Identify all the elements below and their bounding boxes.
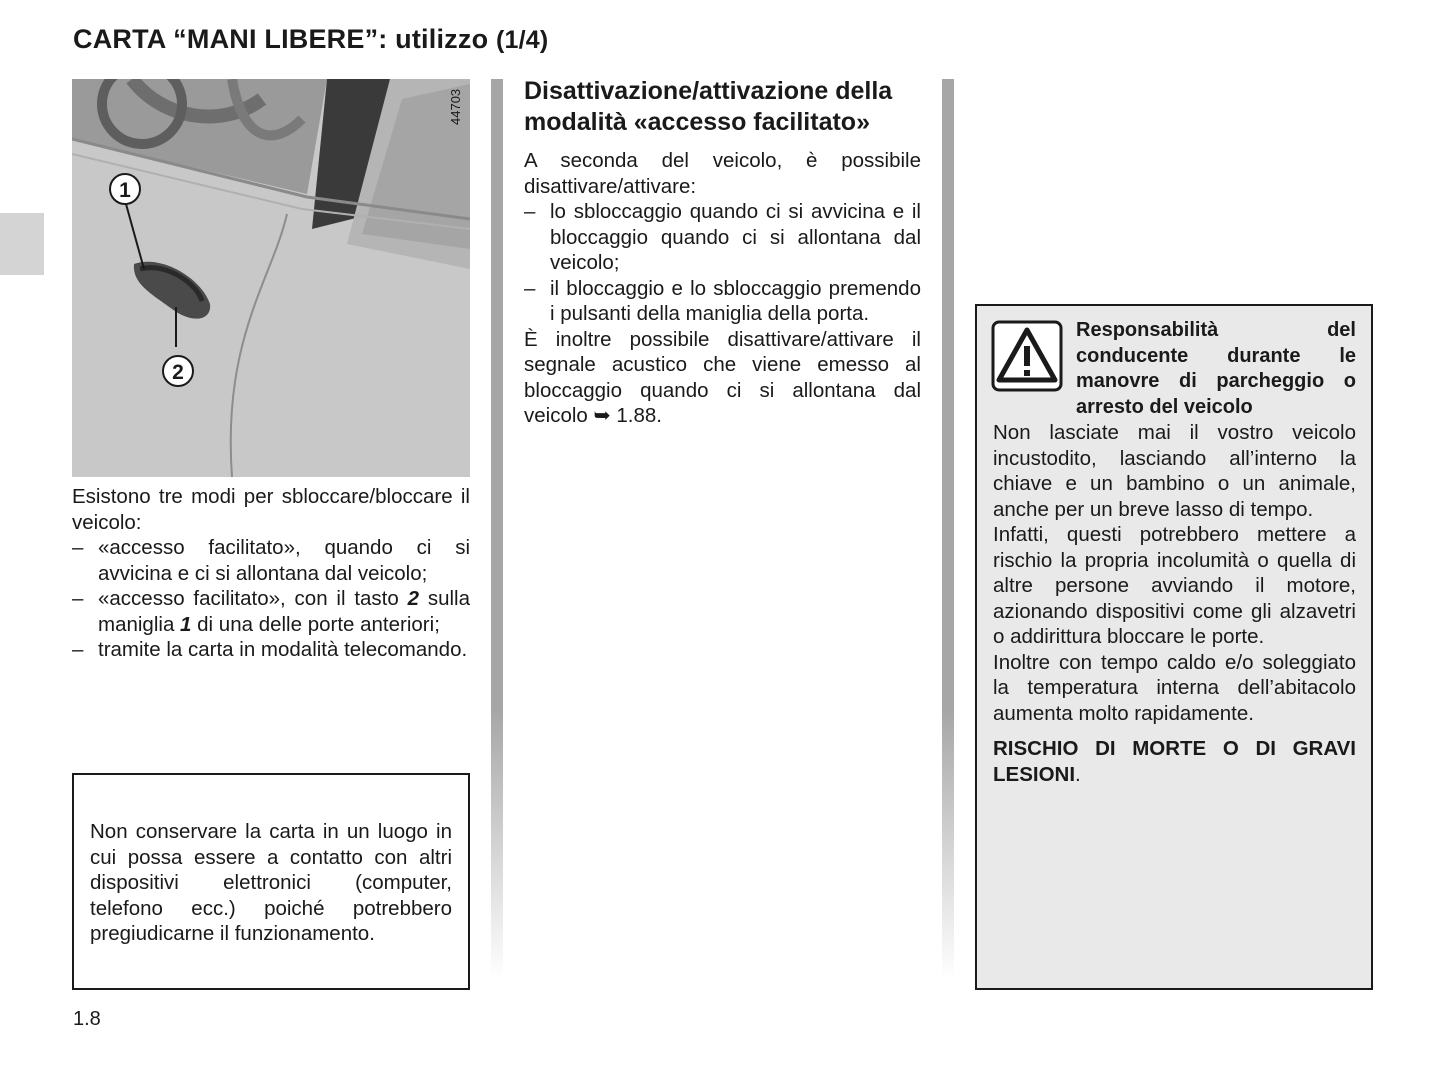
warning-box bbox=[975, 304, 1373, 990]
left-column bbox=[72, 484, 470, 663]
note-box bbox=[72, 773, 470, 990]
page-title bbox=[73, 24, 548, 55]
list-item bbox=[72, 586, 470, 637]
image-code: 44703 bbox=[448, 88, 463, 125]
unlock-methods-list bbox=[72, 535, 470, 663]
section-heading: Disattivazione/attivazione della modalità «accesso facilitato» bbox=[524, 77, 893, 136]
danger-text: RISCHIO DI MORTE O DI GRAVI LESIONI bbox=[993, 737, 1356, 786]
paragraph-text: È inoltre possibile disattivare/attivare il segnale acustico che viene emesso al bloccaggio quando ci si allontana dal veicolo bbox=[524, 327, 921, 427]
note-text: Non conservare la carta in un luogo in cui possa essere a contatto con altri dispositivi elettronici (computer, telefono ecc.) poiché potrebbero pregiudicarne il funzionamento. bbox=[90, 820, 452, 945]
handle-reference: 1 bbox=[180, 612, 192, 636]
warning-title: Responsabilità del conducente durante le manovre di parcheggio o arresto del veicolo bbox=[1076, 319, 1356, 418]
section-intro: A seconda del veicolo, è possibile disattivare/attivare: bbox=[524, 149, 921, 198]
page-ref-arrow-icon: ➥ bbox=[593, 404, 611, 427]
list-item: – il bloccaggio e lo sbloccaggio premendo i pulsanti della maniglia della porta. bbox=[524, 276, 921, 327]
danger-statement bbox=[993, 736, 1356, 787]
key-reference: 2 bbox=[407, 587, 420, 610]
page-title-text: CARTA “MANI LIBERE”: utilizzo bbox=[73, 24, 489, 54]
column-separator bbox=[491, 79, 503, 979]
callout-2-label: 2 bbox=[172, 361, 184, 384]
callout-1-label: 1 bbox=[119, 179, 131, 202]
warning-text: Inoltre con tempo caldo e/o soleggiato la temperatura interna dell’abitacolo aumenta molto rapidamente. bbox=[993, 650, 1356, 725]
middle-column bbox=[524, 76, 921, 429]
chapter-tab bbox=[0, 213, 44, 275]
list-item-text: sulla maniglia bbox=[98, 587, 470, 636]
warning-text: Non lasciate mai il vostro veicolo incustodito, lasciando all’interno la chiave e un bambino o un animale, anche per un breve lasso di tempo. bbox=[993, 421, 1356, 521]
list-item: – tramite la carta in modalità telecomando. bbox=[72, 637, 470, 663]
column-separator bbox=[942, 79, 954, 979]
page-reference-link[interactable]: 1.88. bbox=[610, 404, 662, 427]
intro-text: Esistono tre modi per sbloccare/bloccare il veicolo: bbox=[72, 485, 470, 534]
list-item: – lo sbloccaggio quando ci si avvicina e il bloccaggio quando ci si allontana dal veicolo; bbox=[524, 199, 921, 276]
section-paragraph bbox=[524, 327, 921, 429]
danger-punct: . bbox=[1075, 762, 1081, 786]
settings-list bbox=[524, 199, 921, 327]
list-item: – «accesso facilitato», quando ci si avvicina e ci si allontana dal veicolo; bbox=[72, 535, 470, 586]
page-number: 1.8 bbox=[73, 1008, 101, 1030]
warning-header bbox=[993, 318, 1356, 420]
warning-text: Infatti, questi potrebbero mettere a rischio la propria incolumità o quella di altre persone avviando il motore, azionando dispositivi come gli alzavetri o addirittura bloccare le porte. bbox=[993, 523, 1356, 648]
warning-triangle-icon bbox=[991, 320, 1063, 392]
list-item-text: «accesso facilitato», con il tasto bbox=[98, 587, 408, 610]
door-handle-illustration bbox=[72, 79, 470, 477]
list-item-text: di una delle porte anteriori; bbox=[191, 612, 440, 636]
page-title-suffix: (1/4) bbox=[495, 26, 549, 54]
